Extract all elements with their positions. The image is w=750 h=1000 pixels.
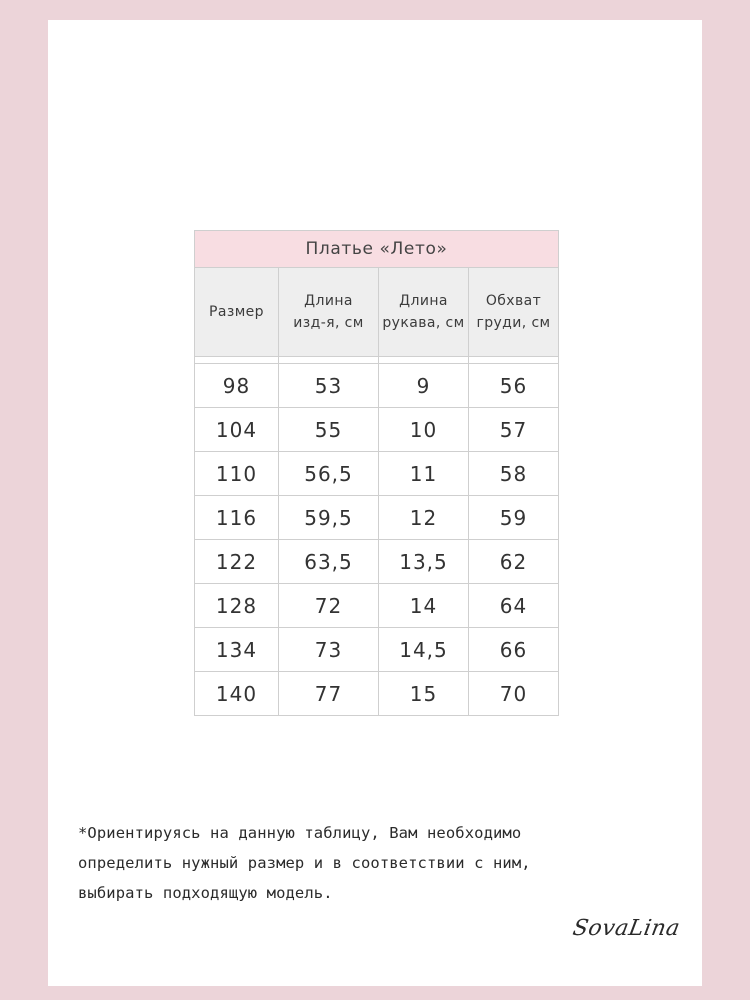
- table-gap-row: [195, 357, 559, 364]
- cell-size: 122: [195, 540, 279, 584]
- brand-logo: SovaLina: [570, 916, 683, 941]
- cell-sleeve: 14: [379, 584, 469, 628]
- cell-length: 55: [279, 408, 379, 452]
- note-line: *Ориентируясь на данную таблицу, Вам необходимо: [78, 824, 522, 842]
- cell-chest: 56: [469, 364, 559, 408]
- table-row: [195, 364, 559, 408]
- cell-size: 110: [195, 452, 279, 496]
- cell-size: 134: [195, 628, 279, 672]
- table-row: [195, 408, 559, 452]
- cell-length: 53: [279, 364, 379, 408]
- header-size: Размер: [195, 268, 279, 357]
- cell-sleeve: 15: [379, 672, 469, 716]
- cell-length: 72: [279, 584, 379, 628]
- cell-sleeve: 12: [379, 496, 469, 540]
- table-row: [195, 584, 559, 628]
- header-length: Длина изд-я, см: [279, 268, 379, 357]
- cell-sleeve: 13,5: [379, 540, 469, 584]
- cell-length: 63,5: [279, 540, 379, 584]
- cell-chest: 64: [469, 584, 559, 628]
- header-chest: Обхват груди, см: [469, 268, 559, 357]
- cell-chest: 59: [469, 496, 559, 540]
- size-chart-sheet: [48, 20, 702, 986]
- cell-length: 77: [279, 672, 379, 716]
- table-row: [195, 672, 559, 716]
- note-line: выбирать подходящую модель.: [78, 884, 333, 902]
- cell-length: 59,5: [279, 496, 379, 540]
- table-header-row: [195, 268, 559, 357]
- cell-chest: 66: [469, 628, 559, 672]
- cell-size: 140: [195, 672, 279, 716]
- note-line: определить нужный размер и в соответствии с ним,: [78, 854, 531, 872]
- cell-size: 98: [195, 364, 279, 408]
- table-row: [195, 496, 559, 540]
- cell-sleeve: 14,5: [379, 628, 469, 672]
- cell-length: 73: [279, 628, 379, 672]
- table-row: [195, 628, 559, 672]
- header-sleeve: Длина рукава, см: [379, 268, 469, 357]
- size-table: [194, 230, 559, 716]
- cell-chest: 62: [469, 540, 559, 584]
- cell-chest: 70: [469, 672, 559, 716]
- table-row: [195, 452, 559, 496]
- table-title: Платье «Лето»: [195, 231, 559, 268]
- cell-sleeve: 9: [379, 364, 469, 408]
- cell-size: 104: [195, 408, 279, 452]
- size-note: [78, 818, 678, 908]
- cell-sleeve: 10: [379, 408, 469, 452]
- cell-size: 116: [195, 496, 279, 540]
- cell-sleeve: 11: [379, 452, 469, 496]
- cell-length: 56,5: [279, 452, 379, 496]
- cell-size: 128: [195, 584, 279, 628]
- cell-chest: 57: [469, 408, 559, 452]
- table-row: [195, 540, 559, 584]
- cell-chest: 58: [469, 452, 559, 496]
